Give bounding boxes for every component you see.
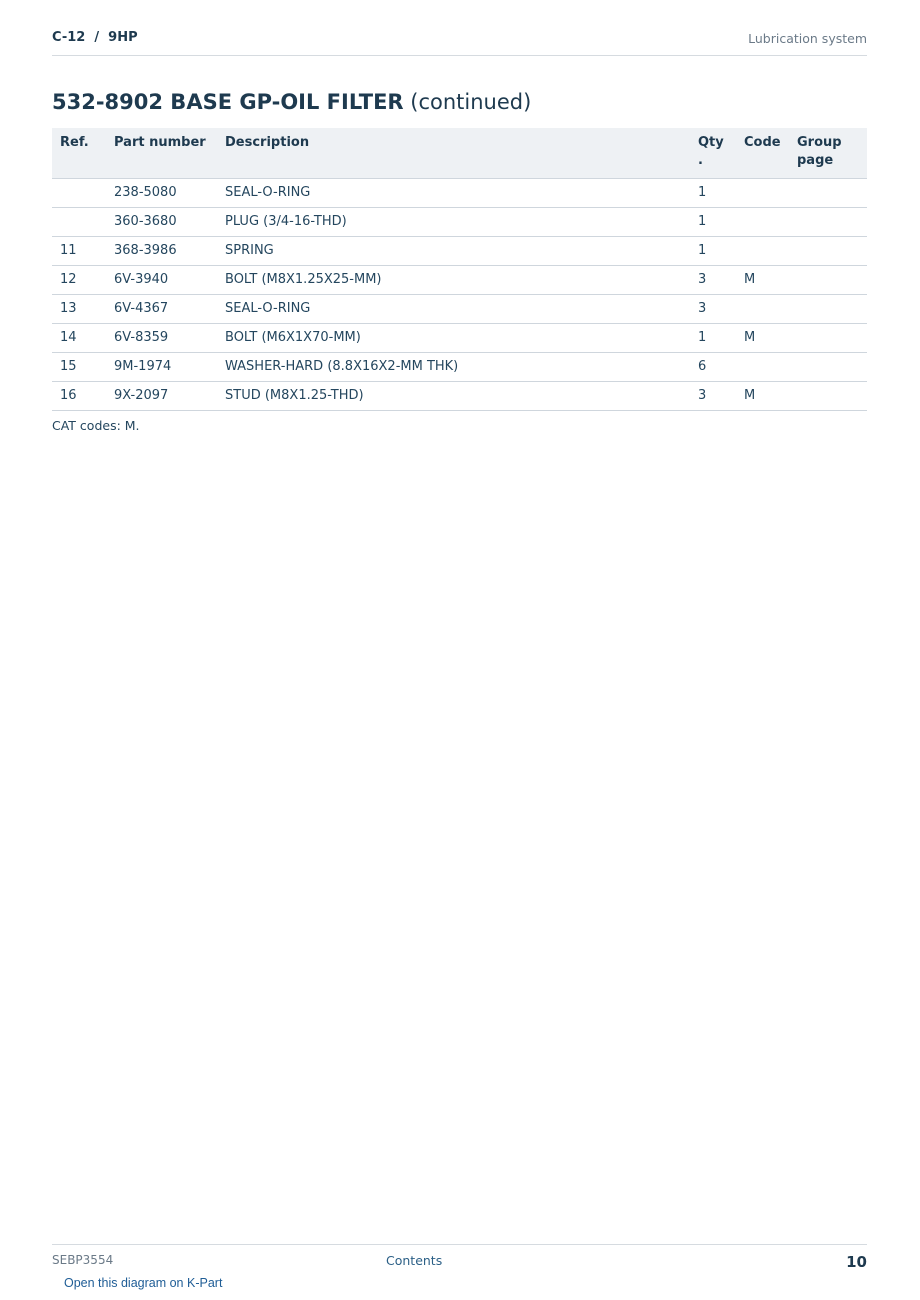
page-title [52,90,531,114]
table-row [52,353,867,382]
cell-description: BOLT (M6X1X70-MM) [217,324,690,353]
contents-link[interactable]: Contents [386,1253,443,1268]
table-row [52,179,867,208]
title-suffix: (continued) [410,90,532,114]
cell-qty: 1 [690,237,736,266]
cell-group-page [789,179,867,208]
table-row [52,295,867,324]
cell-ref [52,208,106,237]
col-header-description: Description [217,128,690,179]
table-row [52,208,867,237]
cell-code [736,237,789,266]
cell-ref [52,179,106,208]
parts-table-body [52,179,867,411]
cell-group-page [789,353,867,382]
cell-description: SEAL-O-RING [217,179,690,208]
cell-qty: 3 [690,295,736,324]
document-page [52,0,867,1300]
cell-description: SPRING [217,237,690,266]
col-header-qty-line1: Qty [698,135,724,150]
cell-part-number: 9X-2097 [106,382,217,411]
col-header-code: Code [736,128,789,179]
col-header-group-line2: page [797,153,834,168]
cell-group-page [789,324,867,353]
cell-part-number: 6V-8359 [106,324,217,353]
cell-ref: 16 [52,382,106,411]
cell-code: M [736,324,789,353]
cell-group-page [789,208,867,237]
cell-part-number: 368-3986 [106,237,217,266]
cell-ref: 12 [52,266,106,295]
cell-part-number: 9M-1974 [106,353,217,382]
cell-code: M [736,266,789,295]
page-header [52,28,867,56]
col-header-qty [690,128,736,179]
document-code: SEBP3554 [52,1253,114,1267]
col-header-part-number: Part number [106,128,217,179]
cell-code: M [736,382,789,411]
cell-ref: 13 [52,295,106,324]
page-footer [52,1244,867,1290]
cell-qty: 1 [690,208,736,237]
table-row [52,324,867,353]
cat-codes-note: CAT codes: M. [52,418,140,433]
col-header-qty-line2: . [698,153,703,168]
table-row [52,237,867,266]
page-number: 10 [846,1253,867,1271]
cell-qty: 3 [690,382,736,411]
header-row [52,128,867,179]
cell-code [736,179,789,208]
col-header-ref: Ref. [52,128,106,179]
cell-description: PLUG (3/4-16-THD) [217,208,690,237]
open-kpart-link[interactable]: Open this diagram on K-Part [64,1276,223,1290]
cell-part-number: 6V-3940 [106,266,217,295]
cell-part-number: 238-5080 [106,179,217,208]
cell-description: SEAL-O-RING [217,295,690,324]
cell-code [736,295,789,324]
table-row [52,266,867,295]
table-row [52,382,867,411]
cell-qty: 3 [690,266,736,295]
cell-code [736,208,789,237]
cell-qty: 6 [690,353,736,382]
model-label: C-12 / 9HP [52,30,138,45]
cell-description: WASHER-HARD (8.8X16X2-MM THK) [217,353,690,382]
cell-group-page [789,237,867,266]
parts-table-header [52,128,867,179]
cell-part-number: 6V-4367 [106,295,217,324]
cell-description: STUD (M8X1.25-THD) [217,382,690,411]
cell-ref: 14 [52,324,106,353]
title-main: 532-8902 BASE GP-OIL FILTER [52,90,404,114]
cell-part-number: 360-3680 [106,208,217,237]
cell-group-page [789,295,867,324]
cell-group-page [789,266,867,295]
cell-description: BOLT (M8X1.25X25-MM) [217,266,690,295]
parts-table [52,128,867,411]
cell-qty: 1 [690,179,736,208]
section-label: Lubrication system [748,31,867,46]
cell-group-page [789,382,867,411]
cell-code [736,353,789,382]
cell-ref: 11 [52,237,106,266]
col-header-group-line1: Group [797,135,842,150]
cell-ref: 15 [52,353,106,382]
col-header-group-page [789,128,867,179]
cell-qty: 1 [690,324,736,353]
